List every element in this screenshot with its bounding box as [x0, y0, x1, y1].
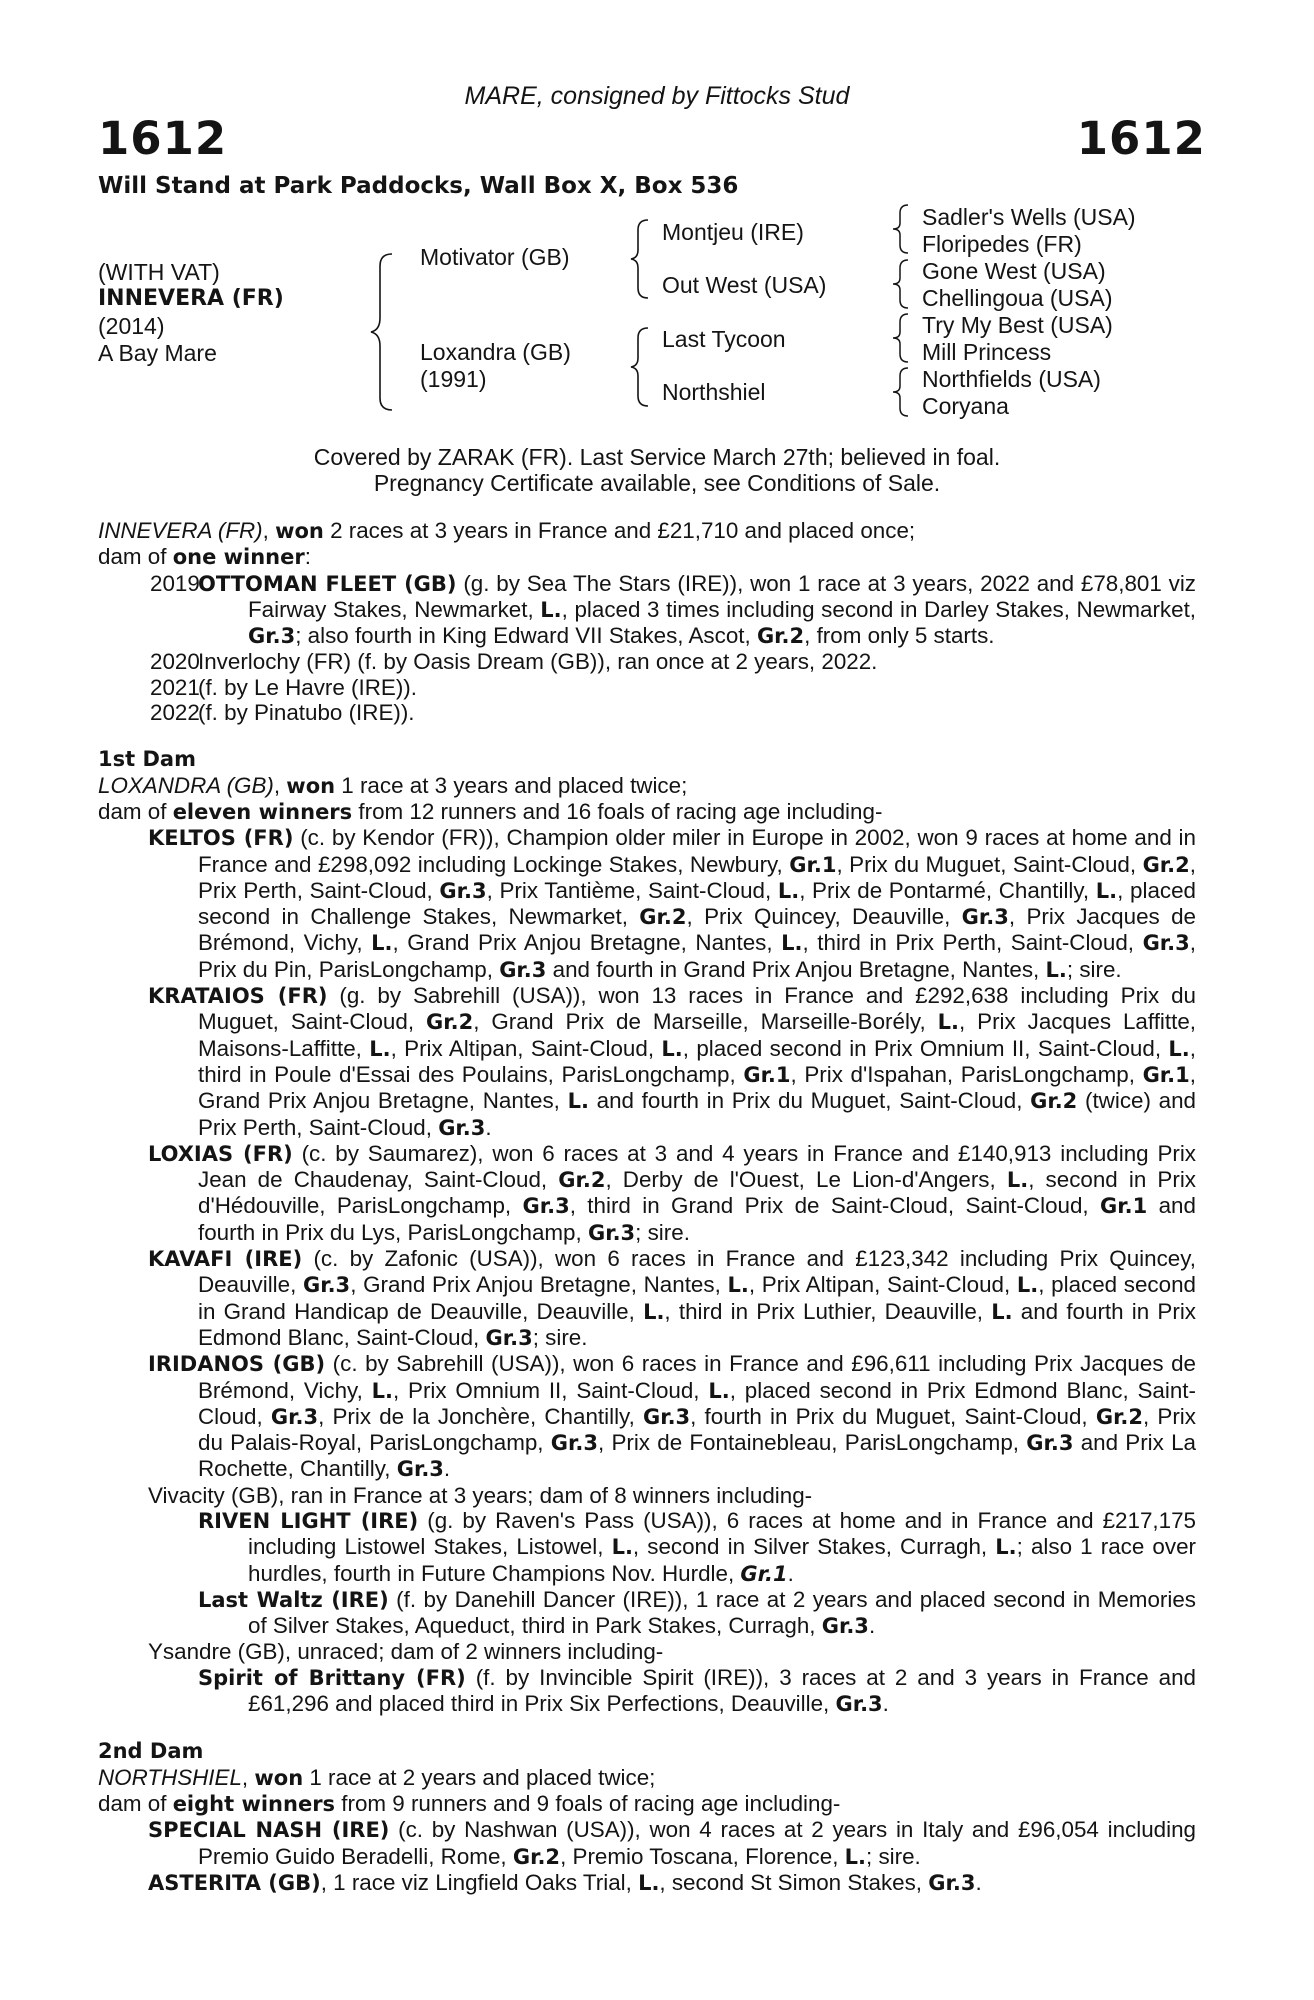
gg-mill-princess: Mill Princess — [922, 339, 1052, 365]
consignment-line: MARE, consigned by Fittocks Stud — [464, 82, 850, 110]
dam-year: (1991) — [420, 366, 487, 392]
pedigree-brace-dam — [628, 326, 652, 408]
produce-entry-krataios: KRATAIOS (FR) (g. by Sabrehill (USA)), won 13 races in France and £292,638 including Prix du Muguet, Saint-Cloud, Gr.2, Grand Prix de Marseille, Marseille-Borély, L., Prix Jacques Laffitte, Maisons-Laffitte, L., Prix Altipan, Saint-Cloud, L., placed second in Prix Omnium II, Saint-Cloud, L., third in Poule d'Essai des Poulains, ParisLongchamp, Gr.1, Prix d'Ispahan, ParisLongchamp, Gr.1, Grand Prix Anjou Bretagne, Nantes, L. and fourth in Prix du Muguet, Saint-Cloud, Gr.2 (twice) and Prix Perth, Saint-Cloud, Gr.3. — [148, 983, 1197, 1140]
produce-entry-special-nash: SPECIAL NASH (IRE) (c. by Nashwan (USA)), won 4 races at 2 years in Italy and £96,054 including Premio Guido Beradelli, Rome, Gr.2, Premio Toscana, Florence, L.; sire. — [148, 1817, 1196, 1869]
gg-coryana: Coryana — [922, 393, 1009, 419]
dam-dam-name: Northshiel — [662, 379, 766, 405]
pedigree-brace-g1 — [890, 203, 912, 255]
dam-sire-name: Last Tycoon — [662, 326, 786, 352]
offspring-year: 2020 — [150, 649, 200, 675]
produce-entry-iridanos: IRIDANOS (GB) (c. by Sabrehill (USA)), won 6 races in France and £96,611 including Prix Jacques de Brémond, Vichy, L., Prix Omnium II, Saint-Cloud, L., placed second in Prix Edmond Blanc, Saint-Cloud, Gr.3, Prix de la Jonchère, Chantilly, Gr.3, fourth in Prix du Muguet, Saint-Cloud, Gr.2, Prix du Palais-Royal, ParisLongchamp, Gr.3, Prix de Fontainebleau, ParisLongchamp, Gr.3 and Prix La Rochette, Chantilly, Gr.3. — [148, 1351, 1196, 1482]
offspring-text: (f. by Pinatubo (IRE)). — [198, 700, 415, 726]
second-dam-produce: dam of eight winners from 9 runners and 9 foals of racing age including- — [98, 1790, 841, 1816]
second-dam-summary: NORTHSHIEL, won 1 race at 2 years and placed twice; — [98, 1764, 656, 1790]
offspring-row — [98, 649, 1196, 674]
offspring-row — [98, 675, 1196, 700]
offspring-row — [98, 700, 1196, 725]
pregnancy-line: Pregnancy Certificate available, see Conditions of Sale. — [373, 470, 941, 496]
pedigree-brace-g3 — [890, 312, 912, 364]
pedigree-brace-g2 — [890, 258, 912, 310]
lot-number-left: 1612 — [98, 112, 228, 165]
produce-entry-keltos: KELTOS (FR) (c. by Kendor (FR)), Champion older miler in Europe in 2002, won 9 races at home and in France and £298,092 including Lockinge Stakes, Newbury, Gr.1, Prix du Muguet, Saint-Cloud, Gr.2, Prix Perth, Saint-Cloud, Gr.3, Prix Tantième, Saint-Cloud, L., Prix de Pontarmé, Chantilly, L., placed second in Challenge Stakes, Newmarket, Gr.2, Prix Quincey, Deauville, Gr.3, Prix Jacques de Brémond, Vichy, L., Grand Prix Anjou Bretagne, Nantes, L., third in Prix Perth, Saint-Cloud, Gr.3, Prix du Pin, ParisLongchamp, Gr.3 and fourth in Grand Prix Anjou Bretagne, Nantes, L.; sire. — [148, 825, 1196, 982]
produce-entry-loxias: LOXIAS (FR) (c. by Saumarez), won 6 races at 3 and 4 years in France and £140,913 including Prix Jean de Chaudenay, Saint-Cloud, Gr.2, Derby de l'Ouest, Le Lion-d'Angers, L., second in Prix d'Hédouville, ParisLongchamp, Gr.3, third in Grand Prix de Saint-Cloud, Saint-Cloud, Gr.1 and fourth in Prix du Lys, ParisLongchamp, Gr.3; sire. — [148, 1140, 1196, 1245]
horse-name: INNEVERA (FR) — [98, 286, 284, 311]
covered-line: Covered by ZARAK (FR). Last Service March 27th; believed in foal. — [313, 444, 1001, 470]
produce-entry-last-waltz: Last Waltz (IRE) (f. by Danehill Dancer (IRE)), 1 race at 2 years and placed second in Memories of Silver Stakes, Aqueduct, third in Park Stakes, Curragh, Gr.3. — [198, 1586, 1196, 1639]
second-dam-heading: 2nd Dam — [98, 1739, 204, 1764]
produce-entry-spirit-of-brittany: Spirit of Brittany (FR) (f. by Invincible Spirit (IRE)), 3 races at 2 and 3 years in France and £61,296 and placed third in Prix Six Perfections, Deauville, Gr.3. — [198, 1664, 1197, 1717]
dam-name: Loxandra (GB) — [420, 339, 571, 365]
gg-gone-west: Gone West (USA) — [922, 258, 1106, 284]
sire-dam-name: Out West (USA) — [662, 272, 827, 298]
first-dam-heading: 1st Dam — [98, 747, 196, 772]
offspring-year: 2021 — [150, 674, 200, 700]
mare-produce-summary: dam of one winner: — [98, 544, 311, 570]
produce-entry-ysandre: Ysandre (GB), unraced; dam of 2 winners including- — [148, 1639, 664, 1665]
produce-entry-vivacity: Vivacity (GB), ran in France at 3 years; dam of 8 winners including- — [148, 1482, 813, 1508]
horse-description: A Bay Mare — [98, 340, 217, 366]
offspring-text: Inverlochy (FR) (f. by Oasis Dream (GB)), ran once at 2 years, 2022. — [198, 649, 878, 675]
stand-location: Will Stand at Park Paddocks, Wall Box X, Box 536 — [98, 173, 739, 199]
mare-summary: INNEVERA (FR), won 2 races at 3 years in France and £21,710 and placed once; — [98, 518, 916, 543]
offspring-text: OTTOMAN FLEET (GB) (g. by Sea The Stars (IRE)), won 1 race at 3 years, 2022 and £78,801 viz Fairway Stakes, Newmarket, L., placed 3 times including second in Darley Stakes, Newmarket, Gr.3; also fourth in King Edward VII Stakes, Ascot, Gr.2, from only 5 starts. — [198, 570, 1197, 649]
horse-year: (2014) — [98, 313, 165, 339]
produce-entry-asterita: ASTERITA (GB), 1 race viz Lingfield Oaks Trial, L., second St Simon Stakes, Gr.3. — [148, 1869, 982, 1895]
first-dam-produce: dam of eleven winners from 12 runners and 16 foals of racing age including- — [98, 798, 883, 824]
gg-sadlers-wells: Sadler's Wells (USA) — [922, 204, 1136, 230]
gg-floripedes: Floripedes (FR) — [922, 231, 1082, 257]
produce-entry-kavafi: KAVAFI (IRE) (c. by Zafonic (USA)), won 6 races in France and £123,342 including Prix Quincey, Deauville, Gr.3, Grand Prix Anjou Bretagne, Nantes, L., Prix Altipan, Saint-Cloud, L., placed second in Grand Handicap de Deauville, Deauville, L., third in Prix Luthier, Deauville, L. and fourth in Prix Edmond Blanc, Saint-Cloud, Gr.3; sire. — [148, 1246, 1196, 1350]
offspring-year: 2022 — [150, 700, 200, 726]
pedigree-brace-main — [368, 252, 398, 412]
sire-name: Motivator (GB) — [420, 244, 570, 270]
pedigree-brace-sire — [628, 218, 652, 300]
sire-sire-name: Montjeu (IRE) — [662, 219, 804, 245]
produce-entry-riven-light: RIVEN LIGHT (IRE) (g. by Raven's Pass (USA)), 6 races at home and in France and £217,175 including Listowel Stakes, Listowel, L., second in Silver Stakes, Curragh, L.; also 1 race over hurdles, fourth in Future Champions Nov. Hurdle, Gr.1. — [198, 1507, 1196, 1586]
gg-northfields: Northfields (USA) — [922, 366, 1101, 392]
lot-number-right: 1612 — [1076, 112, 1206, 165]
offspring-year: 2019 — [150, 570, 200, 596]
gg-chellingoua: Chellingoua (USA) — [922, 285, 1113, 311]
pedigree-brace-g4 — [890, 366, 912, 418]
catalogue-body — [98, 518, 1196, 1896]
gg-try-my-best: Try My Best (USA) — [922, 312, 1113, 338]
offspring-text: (f. by Le Havre (IRE)). — [198, 674, 417, 700]
offspring-row — [98, 571, 1196, 650]
first-dam-summary: LOXANDRA (GB), won 1 race at 3 years and placed twice; — [98, 772, 688, 798]
vat-note: (WITH VAT) — [98, 259, 220, 285]
